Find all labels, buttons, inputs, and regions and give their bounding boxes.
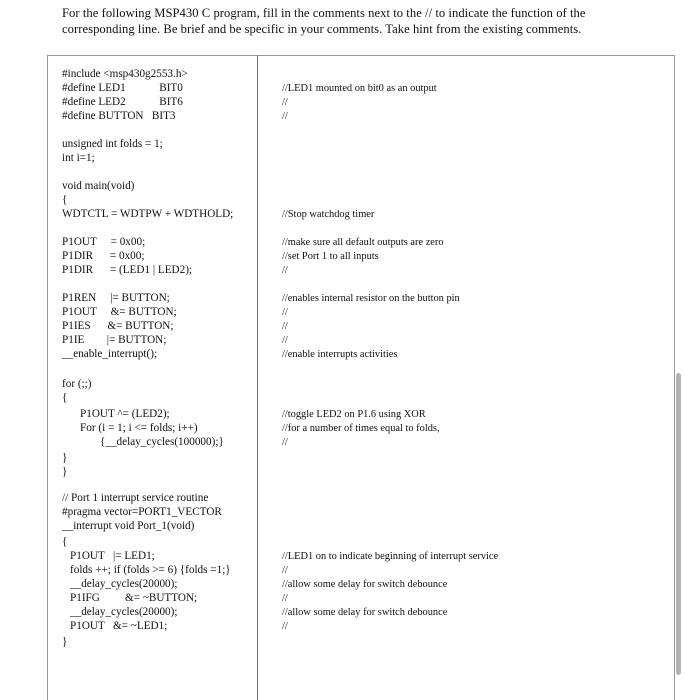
code-isr-open: { [62,536,68,548]
code-p1out-init: P1OUT = 0x00; [62,236,146,248]
code-isr-comment: // Port 1 interrupt service routine [62,492,209,504]
instructions-text: For the following MSP430 C program, fill in the comments next to the // to indicate the function of the corresponding line. Be brief and be specific in your comments. Take hint from the existing comments. [62,6,586,36]
comment-p1ifg: // [282,593,288,604]
code-for-open: { [62,392,68,404]
code-p1ifg: P1IFG &= ~BUTTON; [70,592,198,604]
code-define-led2: #define LED2 BIT6 [62,96,183,108]
comment-toggle: //toggle LED2 on P1.6 using XOR [282,409,426,420]
comment-delay-block: // [282,437,288,448]
comment-led2: // [282,97,288,108]
code-isr-signature: __interrupt void Port_1(void) [62,520,195,532]
code-p1out-button: P1OUT &= BUTTON; [62,306,177,318]
code-p1dir-led: P1DIR = (LED1 | LED2); [62,264,193,276]
code-isr-led-on: P1OUT |= LED1; [70,550,155,562]
code-delay-2: __delay_cycles(20000); [70,606,178,618]
code-include: #include <msp430g2553.h> [62,68,188,80]
code-inner-for: For (i = 1; i <= folds; i++) [80,422,198,434]
code-delay-1: __delay_cycles(20000); [70,578,178,590]
comment-inner-for: //for a number of times equal to folds, [282,423,440,434]
code-main-close: } [62,466,68,478]
code-p1ie: P1IE |= BUTTON; [62,334,167,346]
comment-isr-led-on: //LED1 on to indicate beginning of interrupt service [282,551,499,562]
code-toggle-led2: P1OUT ^= (LED2); [80,408,170,420]
code-isr-close: } [62,636,68,648]
code-main-signature: void main(void) [62,180,135,192]
code-define-led1: #define LED1 BIT0 [62,82,183,94]
code-i-decl: int i=1; [62,152,95,164]
code-p1dir-init: P1DIR = 0x00; [62,250,145,262]
code-isr-led-off: P1OUT &= ~LED1; [70,620,168,632]
comment-delay-1: //allow some delay for switch debounce [282,579,448,590]
comment-enable-interrupt: //enable interrupts activities [282,349,398,360]
code-main-open: { [62,194,68,206]
comment-p1ies: // [282,321,288,332]
code-folds-increment: folds ++; if (folds >= 6) {folds =1;} [70,564,231,576]
comment-led1: //LED1 mounted on bit0 as an output [282,83,437,94]
comment-isr-led-off: // [282,621,288,632]
vertical-scrollbar[interactable] [676,373,681,675]
code-wdtctl: WDTCTL = WDTPW + WDTHOLD; [62,208,234,220]
comment-p1dir-led: // [282,265,288,276]
comment-p1ren: //enables internal resistor on the button pin [282,293,460,304]
comment-p1dir-init: //set Port 1 to all inputs [282,251,379,262]
comment-p1ie: // [282,335,288,346]
comment-wdt: //Stop watchdog timer [282,209,375,220]
code-folds-decl: unsigned int folds = 1; [62,138,163,150]
comment-folds-increment: // [282,565,288,576]
code-define-button: #define BUTTON BIT3 [62,110,176,122]
code-pragma: #pragma vector=PORT1_VECTOR [62,506,222,518]
comment-p1out-init: //make sure all default outputs are zero [282,237,444,248]
code-for-close: } [62,452,68,464]
comment-p1out-button: // [282,307,288,318]
column-divider [257,55,258,700]
comment-button: // [282,111,288,122]
code-for-loop: for (;;) [62,378,92,390]
code-delay-block: {__delay_cycles(100000);} [100,436,224,448]
code-p1ren: P1REN |= BUTTON; [62,292,170,304]
comment-delay-2: //allow some delay for switch debounce [282,607,448,618]
code-enable-interrupt: __enable_interrupt(); [62,348,158,360]
code-p1ies: P1IES &= BUTTON; [62,320,174,332]
